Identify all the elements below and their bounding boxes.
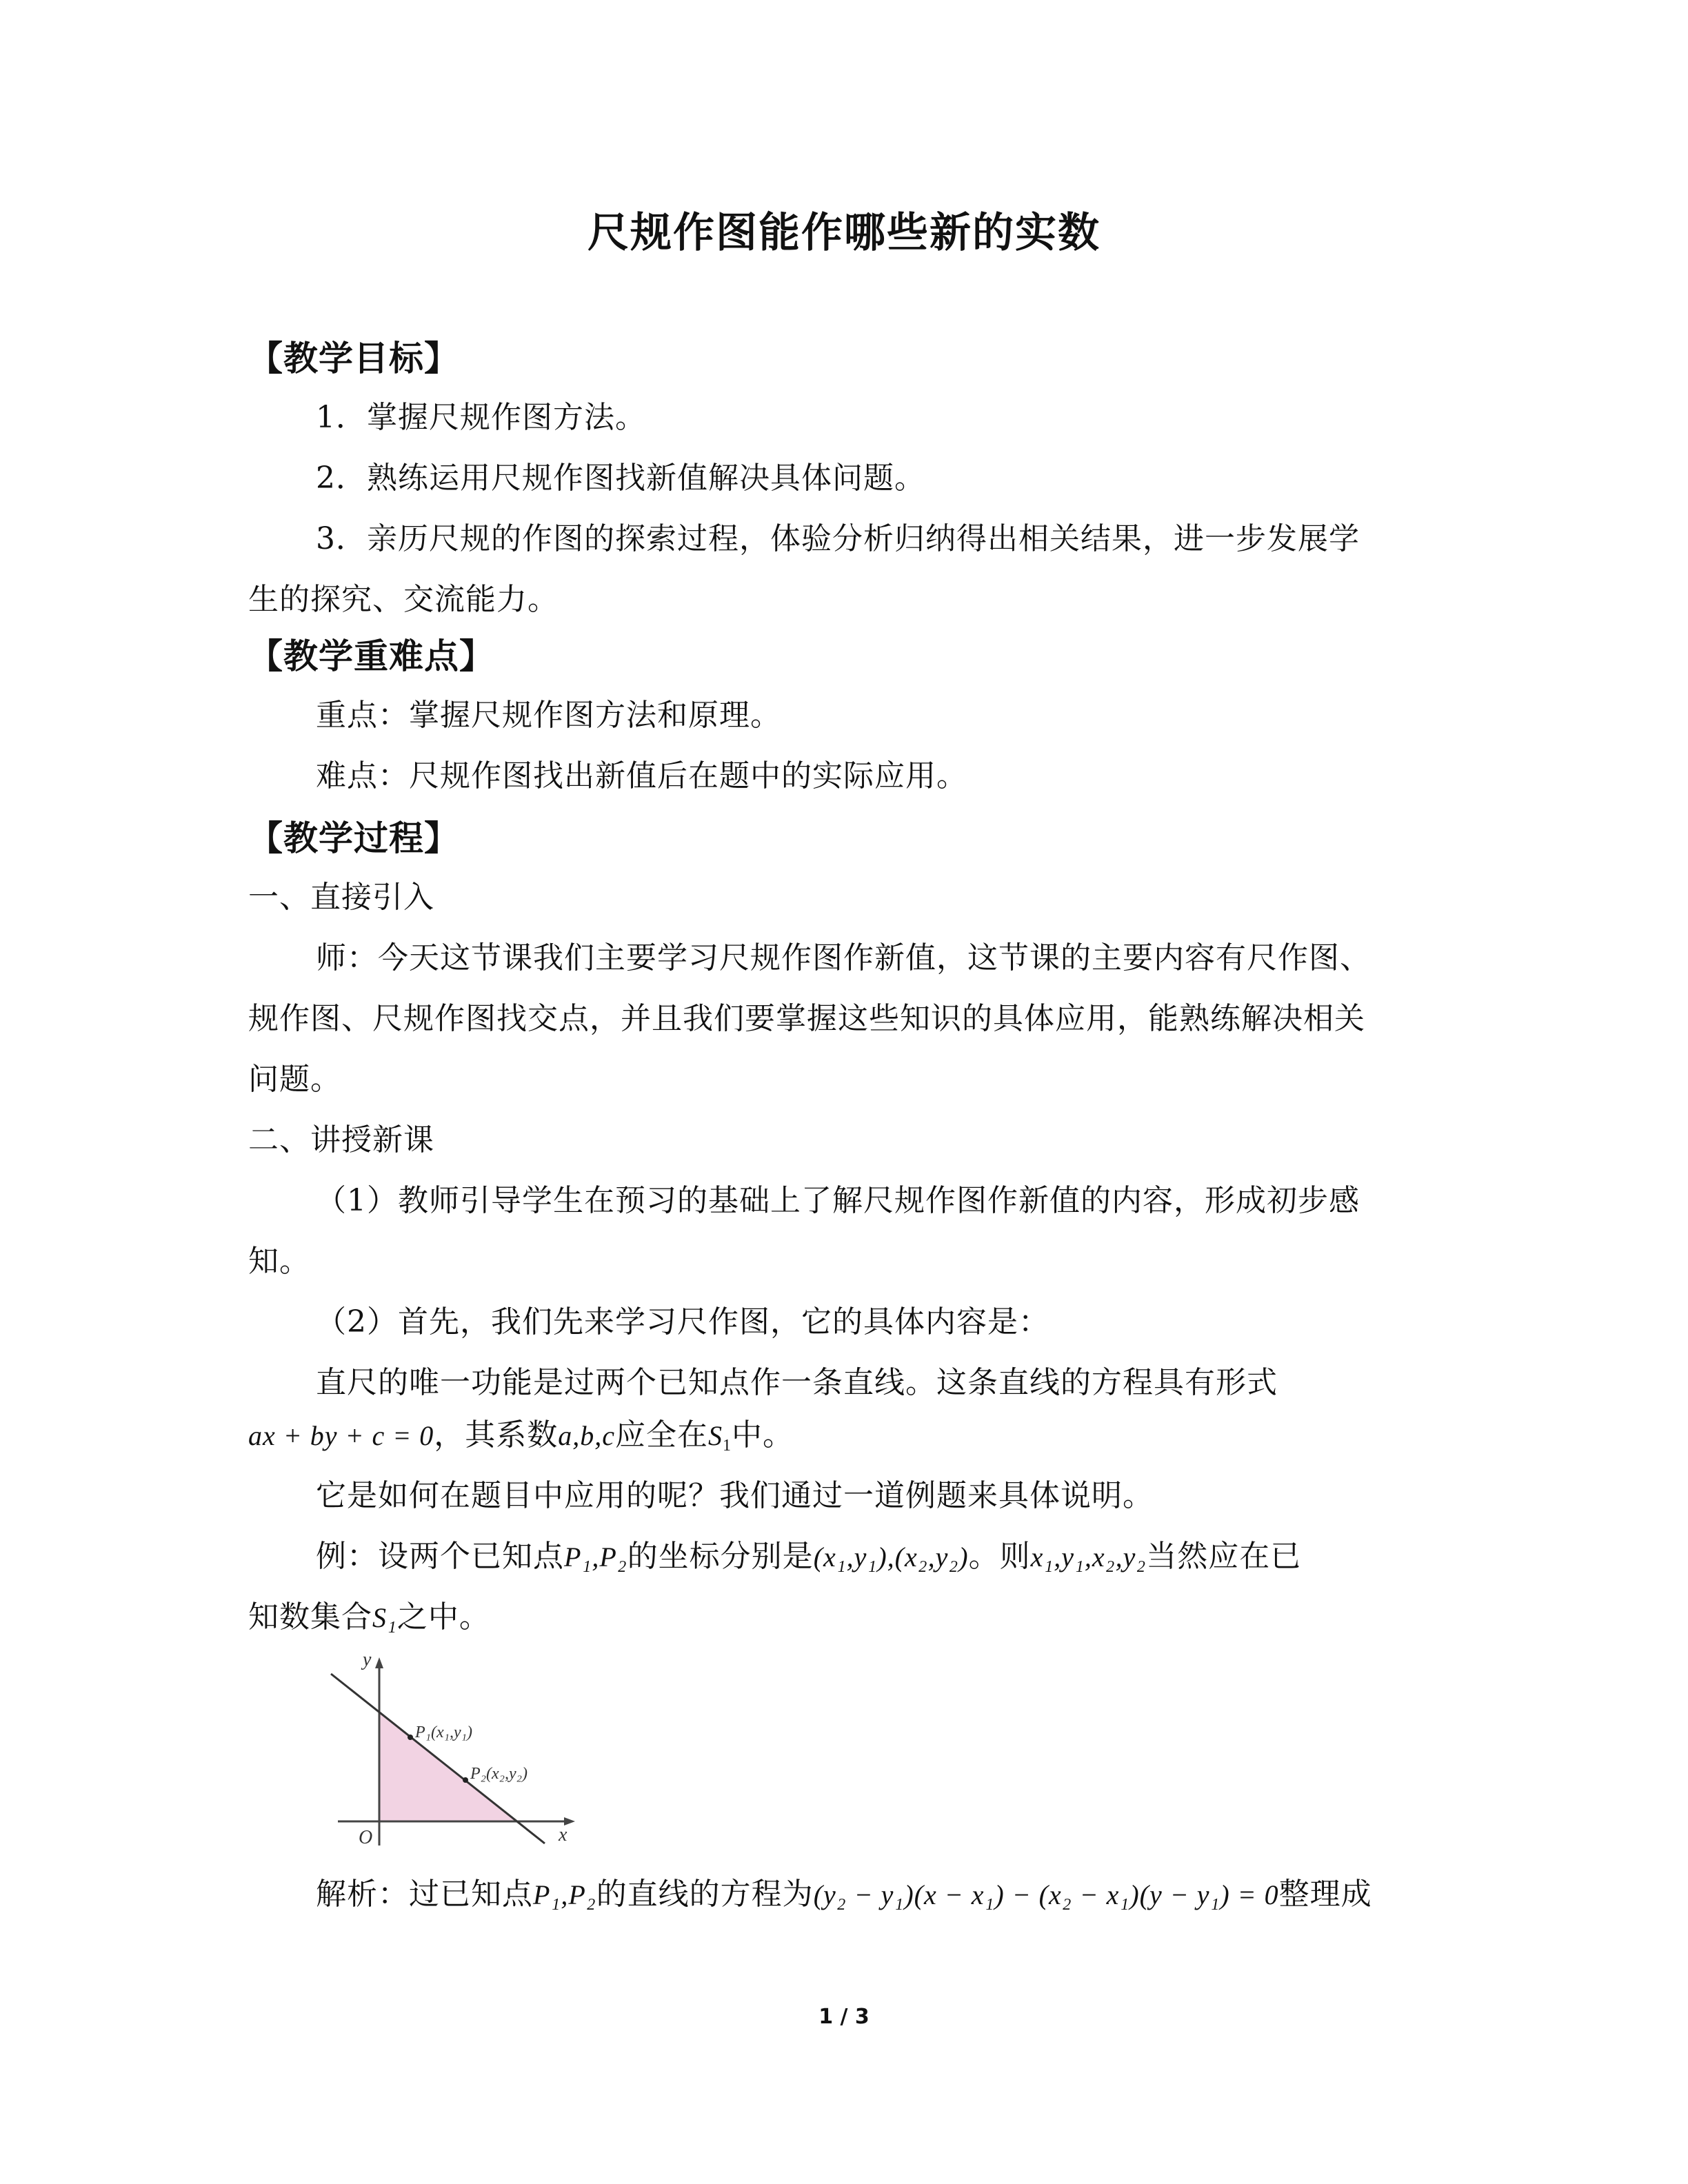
p2-label: P₂(x₂,y₂) <box>470 1765 528 1783</box>
section-heading-goals: 【教学目标】 <box>248 338 459 378</box>
equation-through-points: (y₂ − y₁)(x − x₁) − (x₂ − x₁)(y − y₁) = 0 <box>813 1879 1279 1910</box>
example-line-2 <box>248 1597 490 1639</box>
point-p2 <box>463 1777 468 1783</box>
math-coefficients: a,b,c <box>558 1420 616 1451</box>
example-line-1 <box>316 1536 1301 1578</box>
math-set-s1-example: S₁ <box>372 1602 397 1633</box>
math-set-s1 <box>708 1420 732 1455</box>
text-in: 中。 <box>732 1417 794 1453</box>
example-text-4: 当然应在已 <box>1146 1539 1302 1574</box>
goal-item-2: 2．熟练运用尺规作图找新值解决具体问题。 <box>316 461 925 496</box>
example-text-2: 的坐标分别是 <box>627 1539 814 1574</box>
p1-label: P₁(x₁,y₁) <box>415 1723 472 1741</box>
section-heading-process: 【教学过程】 <box>248 818 459 858</box>
part-1-title: 一、直接引入 <box>248 880 434 915</box>
set-subscript: 1 <box>723 1437 732 1455</box>
section-heading-keypoints: 【教学重难点】 <box>248 636 494 676</box>
part-1-line-1: 师：今天这节课我们主要学习尺规作图作新值，这节课的主要内容有尺作图、 <box>316 940 1371 975</box>
goal-item-1: 1．掌握尺规作图方法。 <box>316 400 646 435</box>
goal-item-3-line-2: 生的探究、交流能力。 <box>248 582 559 617</box>
math-points: P₁,P₂ <box>564 1541 627 1573</box>
page-title: 尺规作图能作哪些新的实数 <box>587 209 1101 257</box>
solution-line-1 <box>316 1874 1372 1916</box>
goal-item-3-line-1: 3．亲历尺规的作图的探索过程，体验分析归纳得出相关结果，进一步发展学 <box>316 521 1360 556</box>
set-symbol: S <box>708 1420 723 1451</box>
paragraph-3-line-1: 直尺的唯一功能是过两个已知点作一条直线。这条直线的方程具有形式 <box>316 1365 1278 1400</box>
key-point: 重点：掌握尺规作图方法和原理。 <box>316 698 781 733</box>
math-values: x₁,y₁,x₂,y₂ <box>1030 1541 1147 1573</box>
solution-text-3: 整理成 <box>1278 1877 1372 1912</box>
paragraph-2: （2）首先，我们先来学习尺作图，它的具体内容是： <box>316 1304 1049 1339</box>
text-should-be-in: 应全在 <box>615 1417 709 1453</box>
paragraph-1-line-2: 知。 <box>248 1244 310 1279</box>
equation-line-form: ax + by + c = 0 <box>248 1420 434 1451</box>
paragraph-3-line-2 <box>248 1415 794 1466</box>
math-coordinates: (x₁,y₁),(x₂,y₂) <box>813 1541 969 1573</box>
example-line-2-text-1: 知数集合 <box>248 1599 372 1635</box>
coordinate-figure <box>317 1649 593 1849</box>
example-text-1: 例：设两个已知点 <box>316 1539 564 1574</box>
paragraph-1-line-1: （1）教师引导学生在预习的基础上了解尺规作图作新值的内容，形成初步感 <box>316 1183 1360 1218</box>
difficulty-point: 难点：尺规作图找出新值后在题中的实际应用。 <box>316 758 967 793</box>
x-axis-label: x <box>559 1824 567 1846</box>
solution-text-2: 的直线的方程为 <box>596 1877 814 1912</box>
part-2-title: 二、讲授新课 <box>248 1122 434 1157</box>
y-axis-label: y <box>363 1649 372 1670</box>
math-solution-points: P₁,P₂ <box>533 1879 596 1910</box>
solution-text-1: 解析：过已知点 <box>316 1877 533 1912</box>
y-axis-arrow <box>375 1657 383 1668</box>
origin-label: O <box>359 1827 373 1848</box>
text-coefficients-intro: ，其系数 <box>434 1417 559 1453</box>
example-line-2-text-2: 之中。 <box>396 1599 490 1635</box>
example-text-3: 。则 <box>968 1539 1031 1574</box>
paragraph-4: 它是如何在题目中应用的呢？我们通过一道例题来具体说明。 <box>316 1478 1154 1513</box>
part-1-line-2: 规作图、尺规作图找交点，并且我们要掌握这些知识的具体应用，能熟练解决相关 <box>248 1001 1365 1036</box>
page-number: 1 / 3 <box>818 2005 870 2029</box>
point-p1 <box>408 1735 413 1740</box>
part-1-line-3: 问题。 <box>248 1062 341 1097</box>
